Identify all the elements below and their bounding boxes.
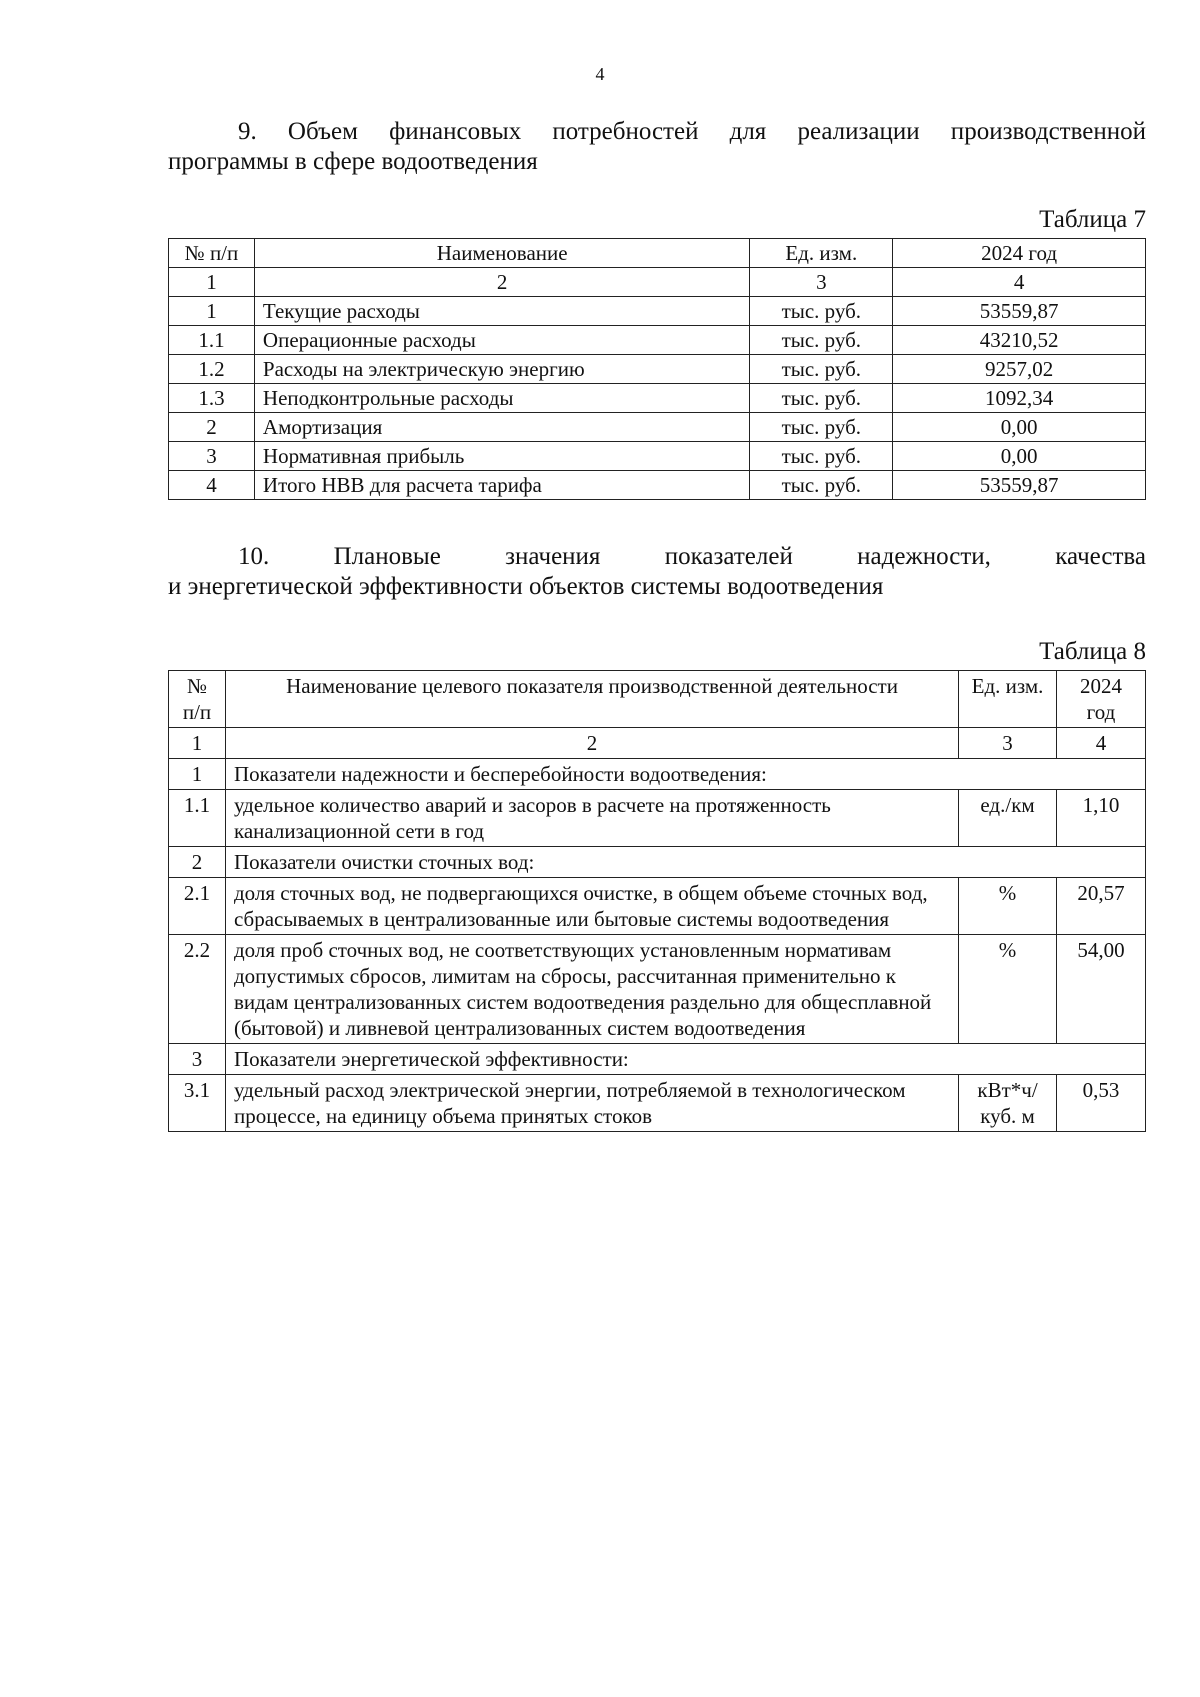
row-value: 0,00 [893,413,1146,442]
table-group-row [169,1044,1146,1075]
section-9-title-line1: 9. Объем финансовых потребностей для реализации производственной [238,118,1146,145]
table-row [169,790,1146,847]
table-8-column-number: 4 [1057,728,1146,759]
row-unit: ед./км [959,790,1057,847]
table-row [169,471,1146,500]
row-unit: тыс. руб. [750,355,893,384]
group-number: 3 [169,1044,226,1075]
section-9-title [168,117,1146,177]
table-7-header-row [169,239,1146,268]
table-row [169,442,1146,471]
row-value: 20,57 [1057,878,1146,935]
row-name: Текущие расходы [254,297,749,326]
row-value: 0,00 [893,442,1146,471]
row-value: 43210,52 [893,326,1146,355]
table-7-header-cell: 2024 год [893,239,1146,268]
row-unit: % [959,935,1057,1044]
row-number: 3.1 [169,1075,226,1132]
row-number: 2.1 [169,878,226,935]
row-value: 1092,34 [893,384,1146,413]
table-8-column-number: 3 [959,728,1057,759]
table-7-column-number: 4 [893,268,1146,297]
table-8 [168,670,1146,1132]
row-value: 53559,87 [893,471,1146,500]
row-number: 1.1 [169,790,226,847]
table-8-header-cell: 2024 год [1057,671,1146,728]
row-number: 1.1 [169,326,255,355]
row-name: Неподконтрольные расходы [254,384,749,413]
table-8-header-row [169,671,1146,728]
table-row [169,384,1146,413]
table-7-column-number: 1 [169,268,255,297]
table-7 [168,238,1146,500]
table-8-caption: Таблица 8 [1039,638,1146,665]
row-unit: тыс. руб. [750,384,893,413]
table-8-column-number: 2 [225,728,958,759]
row-value: 54,00 [1057,935,1146,1044]
row-unit: кВт*ч/ куб. м [959,1075,1057,1132]
row-unit: тыс. руб. [750,297,893,326]
row-name: Амортизация [254,413,749,442]
row-unit: тыс. руб. [750,442,893,471]
section-10-title [168,542,1146,602]
section-9-title-line2: программы в сфере водоотведения [168,148,538,175]
table-row [169,297,1146,326]
table-row [169,355,1146,384]
row-name: Нормативная прибыль [254,442,749,471]
row-value: 53559,87 [893,297,1146,326]
table-group-row [169,759,1146,790]
row-value: 0,53 [1057,1075,1146,1132]
table-row [169,878,1146,935]
row-unit: тыс. руб. [750,326,893,355]
row-name: Итого НВВ для расчета тарифа [254,471,749,500]
row-name: удельный расход электрической энергии, потребляемой в технологическом процессе, на единицу объема принятых стоков [225,1075,958,1132]
row-number: 1.3 [169,384,255,413]
row-value: 9257,02 [893,355,1146,384]
table-row [169,413,1146,442]
group-title: Показатели надежности и бесперебойности водоотведения: [225,759,1145,790]
row-number: 2.2 [169,935,226,1044]
table-7-header-cell: № п/п [169,239,255,268]
row-name: удельное количество аварий и засоров в расчете на протяженность канализационной сети в год [225,790,958,847]
row-number: 1 [169,297,255,326]
row-number: 2 [169,413,255,442]
table-7-column-numbers-row [169,268,1146,297]
row-number: 1.2 [169,355,255,384]
row-unit: тыс. руб. [750,471,893,500]
table-row [169,935,1146,1044]
row-unit: % [959,878,1057,935]
row-name: доля проб сточных вод, не соответствующих установленным нормативам допустимых сбросов, лимитам на сбросы, рассчитанная применительно к видам централизованных систем водоотведения раздельно для общесплавной (бытовой) и ливневой централизованных систем водоотведения [225,935,958,1044]
row-name: Расходы на электрическую энергию [254,355,749,384]
row-name: Операционные расходы [254,326,749,355]
table-7-header-cell: Наименование [254,239,749,268]
group-title: Показатели энергетической эффективности: [225,1044,1145,1075]
table-8-header-cell: Ед. изм. [959,671,1057,728]
table-row [169,1075,1146,1132]
table-7-column-number: 3 [750,268,893,297]
section-10-title-line2: и энергетической эффективности объектов системы водоотведения [168,573,884,600]
table-8-column-numbers-row [169,728,1146,759]
table-7-column-number: 2 [254,268,749,297]
table-8-header-cell: Наименование целевого показателя производственной деятельности [225,671,958,728]
section-10-title-line1: 10. Плановые значения показателей надежности, качества [238,543,1146,570]
table-group-row [169,847,1146,878]
group-number: 1 [169,759,226,790]
row-number: 3 [169,442,255,471]
row-number: 4 [169,471,255,500]
group-title: Показатели очистки сточных вод: [225,847,1145,878]
row-unit: тыс. руб. [750,413,893,442]
table-row [169,326,1146,355]
row-value: 1,10 [1057,790,1146,847]
table-8-header-cell: № п/п [169,671,226,728]
page-number: 4 [595,64,605,84]
table-7-header-cell: Ед. изм. [750,239,893,268]
row-name: доля сточных вод, не подвергающихся очистке, в общем объеме сточных вод, сбрасываемых в централизованные или бытовые системы водоотведения [225,878,958,935]
group-number: 2 [169,847,226,878]
table-7-caption: Таблица 7 [1039,206,1146,233]
table-8-column-number: 1 [169,728,226,759]
